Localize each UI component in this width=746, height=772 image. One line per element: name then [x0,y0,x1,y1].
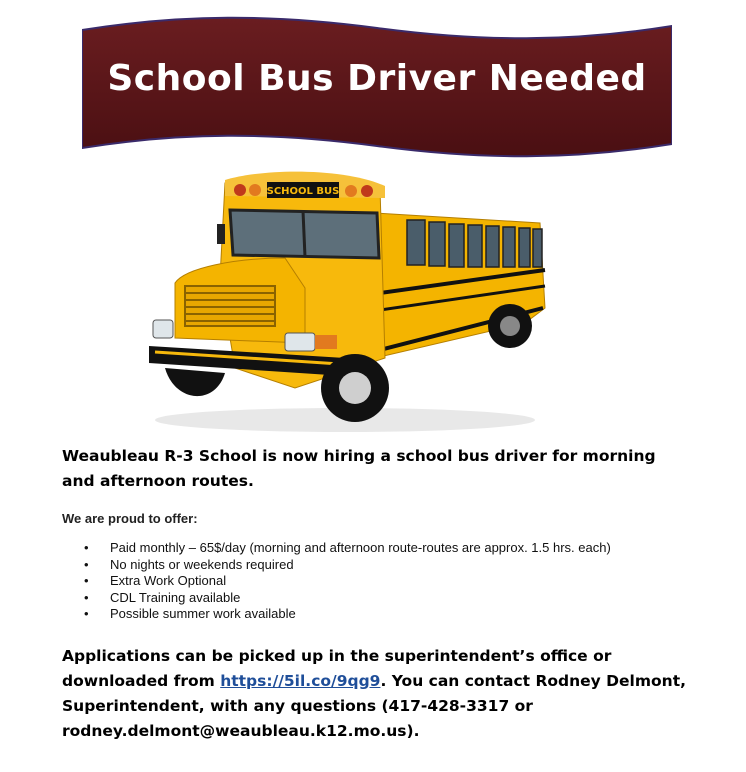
bus-sign: SCHOOL BUS [266,186,340,197]
list-item: • CDL Training available [62,590,611,607]
contact-text-before: Applications can be picked up in the superintendent’s office or downloaded from [62,647,612,690]
list-item: • Extra Work Optional [62,573,611,590]
banner-title: School Bus Driver Needed [107,58,647,99]
contact-paragraph [62,644,702,744]
list-item: • Possible summer work available [62,606,611,623]
list-item: • Paid monthly – 65$/day (morning and afternoon route-routes are approx. 1.5 hrs. each) [62,540,611,557]
school-bus-image [145,158,550,438]
list-item: • No nights or weekends required [62,557,611,574]
benefits-list [62,540,611,623]
application-link[interactable]: https://5il.co/9qg9 [220,672,381,690]
contact-text-after: . You can contact Rodney Delmont, Superintendent, with any questions (417-428-3317 or rodney.delmont@weaubleau.k12.mo.us). [62,672,686,740]
offer-heading: We are proud to offer: [62,511,198,526]
intro-text: Weaubleau R-3 School is now hiring a school bus driver for morning and afternoon routes. [62,447,656,490]
